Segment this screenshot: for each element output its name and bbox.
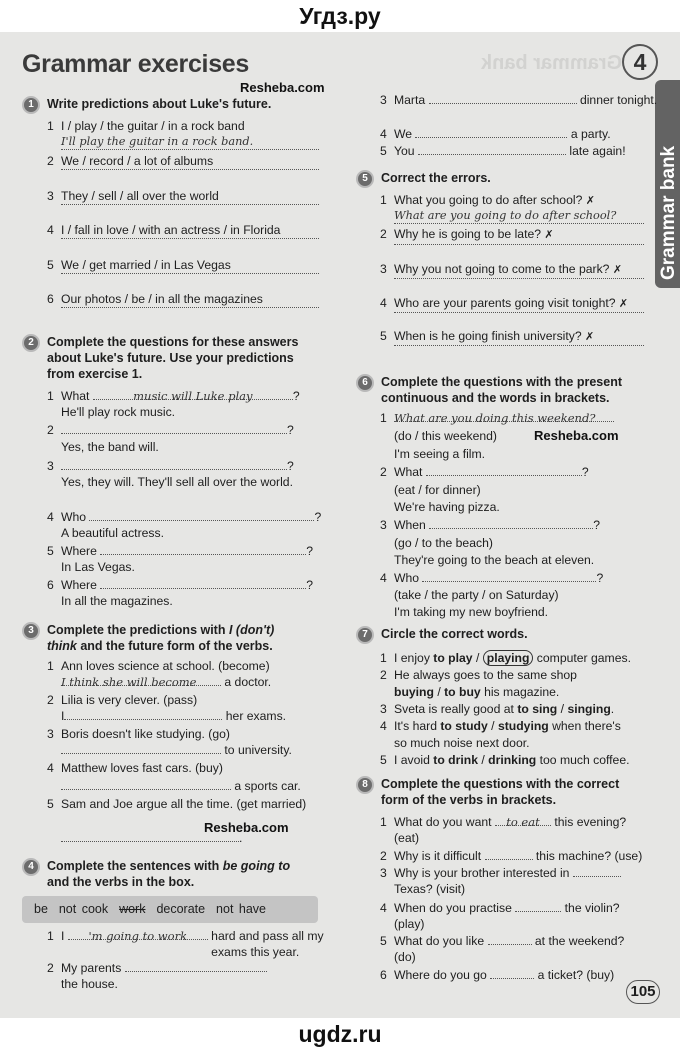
option-to-play[interactable]: to play [433, 651, 473, 665]
ex5-item-2: 2 Why he is going to be late? ✗ [380, 227, 554, 241]
exercise-5-heading: 5 Correct the errors. [356, 170, 646, 186]
ex5-item-3: 3 Why you not going to come to the park? ✗ [380, 262, 623, 276]
ex5-answer-4[interactable] [394, 312, 644, 313]
exercise-number-badge: 8 [356, 776, 374, 794]
ex2-item-5: 5 Where ? [47, 544, 314, 558]
ex2-reply-6: In all the magazines. [61, 594, 173, 608]
site-footer: ugdz.ru [0, 1018, 680, 1050]
ex1-answer-6[interactable] [61, 307, 319, 308]
ex1-item-3: 3 They / sell / all over the world [47, 189, 219, 203]
exercise-number-badge: 6 [356, 374, 374, 392]
ex8-item-3: 3 Why is your brother interested in [380, 865, 621, 881]
exercise-4 [22, 858, 322, 890]
ex6-item-4: 4 Who ? [380, 571, 604, 585]
ex8-hint-5: (do) [394, 950, 416, 964]
exercise-number-badge: 3 [22, 622, 40, 640]
watermark: Resheba.com [240, 80, 325, 95]
ex4-item-2-end: the house. [61, 977, 118, 991]
ex8-item-6: 6 Where do you go a ticket? (buy) [380, 968, 615, 982]
ex4-item-2: 2 My parents [47, 960, 267, 976]
ex7-item-1: 1 I enjoy to play / playing computer games. [380, 651, 631, 665]
ex7-item-3: 3 Sveta is really good at to sing / singing. [380, 702, 615, 716]
ex3-answer-2: I her exams. [61, 709, 287, 723]
ex6-item-2: 2 What ? [380, 465, 589, 479]
unit-number-badge: 4 [622, 44, 658, 80]
textbook-page [0, 32, 680, 1018]
page-number: 105 [626, 980, 660, 1004]
exercise-4-heading: 4 Complete the sentences with be going to and the verbs in the box. [22, 858, 307, 890]
exercise-8-heading: 8 Complete the questions with the correct form of the verbs in brackets. [356, 776, 644, 808]
option-playing-circled[interactable]: playing [483, 650, 534, 666]
ex6-item-3: 3 When ? [380, 518, 601, 532]
ex1-answer-4[interactable] [61, 238, 319, 239]
ex2-reply-4: A beautiful actress. [61, 526, 164, 540]
ex1-item-6: 6 Our photos / be / in all the magazines [47, 292, 263, 306]
ex1-item-4: 4 I / fall in love / with an actress / in Florida [47, 223, 281, 237]
bleed-through-text: Grammar bank [480, 52, 622, 74]
exercise-2-instruction: Complete the questions for these answers about Luke's future. Use your predictions from exercise 1. [47, 335, 299, 381]
ex5-answer-5[interactable] [394, 345, 644, 346]
ex8-item-1: 1 What do you want to eat this evening? [380, 815, 627, 829]
exercise-8 [356, 776, 646, 982]
page-title: Grammar exercises [22, 50, 250, 78]
exercise-number-badge: 5 [356, 170, 374, 188]
grammar-bank-tab[interactable] [655, 80, 680, 288]
exercise-6-heading: 6 Complete the questions with the present continuous and the words in brackets. [356, 374, 644, 406]
ex1-answer-3[interactable] [61, 204, 319, 205]
ex4-item-1: 1 I 'm going to work hard and pass all my exams this year. [47, 929, 324, 959]
ex7-item-5: 5 I avoid to drink / drinking too much coffee. [380, 753, 630, 767]
ex7-item-4-cont: so much noise next door. [394, 736, 530, 750]
ex8-item-4: 4 When do you practise the violin? [380, 901, 620, 915]
ex6-hint-2: (eat / for dinner) [394, 483, 481, 497]
ex1-item-2: 2 We / record / a lot of albums [47, 154, 214, 168]
ex5-answer-2[interactable] [394, 244, 644, 245]
ex2-item-2: 2 ? [47, 423, 294, 437]
ex5-answer-1[interactable]: What are you going to do after school? [394, 208, 644, 224]
ex6-hint-1: (do / this weekend) [394, 429, 497, 443]
exercise-2 [22, 334, 322, 608]
watermark: Resheba.com [204, 820, 289, 835]
ex8-item-5: 5 What do you like at the weekend? [380, 934, 625, 948]
ex1-item-5: 5 We / get married / in Las Vegas [47, 258, 231, 272]
exercise-number-badge: 4 [22, 858, 40, 876]
ex4-item-3: 3 Marta dinner tonight. [380, 93, 658, 107]
ex7-item-4: 4 It's hard to study / studying when there's [380, 719, 621, 733]
ex3-item-4: 4 Matthew loves fast cars. (buy) [47, 761, 223, 775]
ex1-answer-5[interactable] [61, 273, 319, 274]
ex2-item-6: 6 Where ? [47, 578, 314, 592]
exercise-7-heading: 7 Circle the correct words. [356, 626, 646, 642]
ex2-item-3: 3 ? [47, 459, 294, 473]
ex3-answer-5: . [61, 830, 242, 846]
ex2-reply-5: In Las Vegas. [61, 560, 135, 574]
ex8-item-2: 2 Why is it difficult this machine? (use) [380, 849, 643, 863]
ex5-item-1: 1 What you going to do after school? ✗ [380, 193, 595, 207]
ex3-answer-1: I think she will become a doctor. [61, 675, 272, 689]
ex5-answer-3[interactable] [394, 278, 644, 279]
ex4-item-4: 4 We a party. [380, 127, 611, 141]
ex1-item-1: 1 I / play / the guitar / in a rock band [47, 119, 245, 133]
ex3-item-2: 2 Lilia is very clever. (pass) [47, 693, 198, 707]
exercise-5 [356, 170, 646, 343]
exercise-number-badge: 7 [356, 626, 374, 644]
ex5-item-5: 5 When is he going finish university? ✗ [380, 329, 595, 343]
ex2-reply-1: He'll play rock music. [61, 405, 176, 419]
ex1-answer-1[interactable]: I'll play the guitar in a rock band. [61, 134, 319, 150]
ex3-answer-4: a sports car. [61, 778, 301, 794]
ex3-answer-3: to university. [61, 742, 292, 758]
exercise-3-heading: 3 Complete the predictions with I (don't) think and the future form of the verbs. [22, 622, 307, 654]
ex7-item-2-options: buying / to buy his magazine. [394, 685, 560, 699]
ex2-item-1: 1 What music will Luke play ? [47, 389, 300, 403]
exercise-1 [22, 96, 322, 306]
exercise-2-heading [22, 334, 307, 382]
exercise-1-heading [22, 96, 322, 112]
ex1-answer-2[interactable] [61, 169, 319, 170]
ex4-item-5: 5 You late again! [380, 144, 626, 158]
ex6-hint-4: (take / the party / on Saturday) [394, 588, 559, 602]
ex8-hint-1: (eat) [394, 831, 420, 845]
site-header: Угдз.ру [0, 0, 680, 32]
exercise-7 [356, 626, 646, 767]
ex2-reply-3: Yes, they will. They'll sell all over the world. [61, 475, 293, 489]
ex6-reply-1: I'm seeing a film. [394, 447, 486, 461]
ex8-hint-3: Texas? (visit) [394, 882, 466, 896]
ex3-item-5: 5 Sam and Joe argue all the time. (get married) [47, 797, 307, 811]
exercise-1-instruction: Write predictions about Luke's future. [47, 97, 272, 111]
ex6-hint-3: (go / to the beach) [394, 536, 493, 550]
grammar-bank-tab-label: Grammar bank [658, 145, 679, 280]
ex5-item-4: 4 Who are your parents going visit tonight? ✗ [380, 296, 629, 310]
ex2-item-4: 4 Who ? [47, 510, 322, 524]
exercise-number-badge: 1 [22, 96, 40, 114]
ex6-reply-4: I'm taking my new boyfriend. [394, 605, 549, 619]
ex6-item-1: 1 What are you doing this weekend? [380, 410, 614, 426]
ex7-item-2: 2 He always goes to the same shop [380, 668, 577, 682]
ex2-reply-2: Yes, the band will. [61, 440, 159, 454]
ex3-item-1: 1 Ann loves science at school. (become) [47, 659, 270, 673]
exercise-number-badge: 2 [22, 334, 40, 352]
ex6-reply-3: They're going to the beach at eleven. [394, 553, 595, 567]
ex3-item-3: 3 Boris doesn't like studying. (go) [47, 727, 230, 741]
ex6-reply-2: We're having pizza. [394, 500, 500, 514]
word-box: be not cook work decorate not have [22, 896, 318, 923]
ex8-hint-4: (play) [394, 917, 425, 931]
watermark: Resheba.com [534, 428, 619, 443]
